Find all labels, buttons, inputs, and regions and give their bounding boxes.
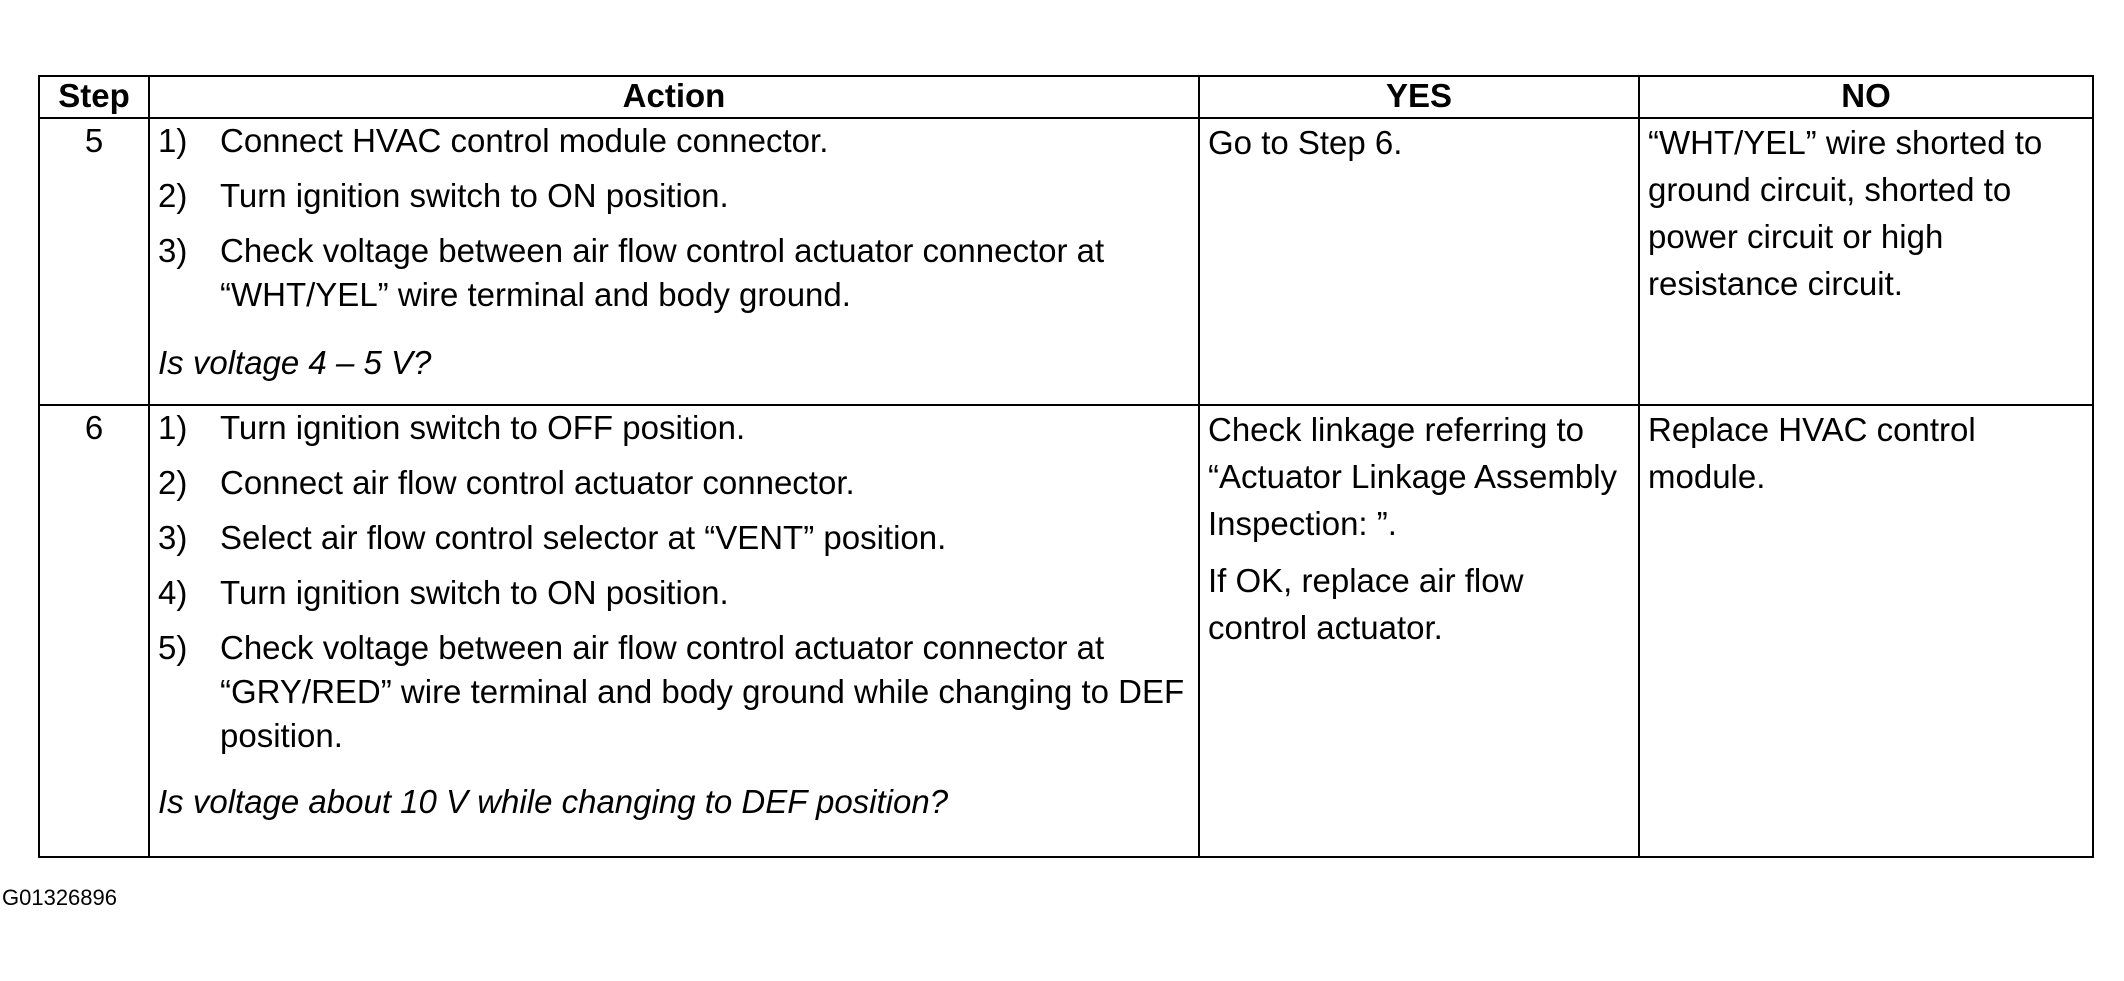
action-item xyxy=(158,626,1190,758)
action-item-text: Select air flow control selector at “VENT” position. xyxy=(220,519,947,556)
yes-text: Go to Step 6. xyxy=(1208,124,1403,161)
action-cell xyxy=(149,405,1199,857)
diagnostic-table xyxy=(38,75,2094,858)
action-item-text: Connect air flow control actuator connector. xyxy=(220,464,855,501)
action-item-text: Check voltage between air flow control actuator connector at “GRY/RED” wire terminal and body ground while changing to DEF position. xyxy=(220,629,1185,754)
action-item xyxy=(158,516,1190,560)
action-item-number: 3) xyxy=(158,232,188,269)
step-number: 6 xyxy=(39,405,149,857)
action-item xyxy=(158,229,1190,317)
action-item xyxy=(158,571,1190,615)
no-cell xyxy=(1639,118,2093,405)
action-item-text: Turn ignition switch to OFF position. xyxy=(220,409,746,446)
table-header-row xyxy=(39,76,2093,118)
action-item xyxy=(158,119,1190,163)
action-item-text: Check voltage between air flow control actuator connector at “WHT/YEL” wire terminal and body ground. xyxy=(220,232,1105,313)
action-item xyxy=(158,406,1190,450)
action-list xyxy=(158,406,1190,758)
action-question: Is voltage about 10 V while changing to DEF position? xyxy=(158,783,949,820)
action-item-number: 5) xyxy=(158,629,188,666)
header-no: NO xyxy=(1639,76,2093,118)
action-item-number: 3) xyxy=(158,519,188,556)
header-yes: YES xyxy=(1199,76,1639,118)
action-item xyxy=(158,174,1190,218)
action-cell xyxy=(149,118,1199,405)
yes-text: If OK, replace air flow control actuator. xyxy=(1208,562,1524,646)
no-cell xyxy=(1639,405,2093,857)
action-item-number: 4) xyxy=(158,574,188,611)
table-row xyxy=(39,118,2093,405)
action-question: Is voltage 4 – 5 V? xyxy=(158,344,432,381)
yes-text: Check linkage referring to “Actuator Linkage Assembly Inspection: ”. xyxy=(1208,411,1618,542)
yes-cell xyxy=(1199,118,1639,405)
header-step: Step xyxy=(39,76,149,118)
step-number: 5 xyxy=(39,118,149,405)
no-text: Replace HVAC control module. xyxy=(1648,411,1976,495)
action-item-text: Turn ignition switch to ON position. xyxy=(220,177,729,214)
action-item-number: 1) xyxy=(158,409,188,446)
action-item-number: 2) xyxy=(158,177,188,214)
action-item xyxy=(158,461,1190,505)
header-action: Action xyxy=(149,76,1199,118)
action-item-number: 1) xyxy=(158,122,188,159)
table-row xyxy=(39,405,2093,857)
no-text: “WHT/YEL” wire shorted to ground circuit, shorted to power circuit or high resistance circuit. xyxy=(1648,124,2043,302)
figure-id: G01326896 xyxy=(2,885,117,910)
yes-cell xyxy=(1199,405,1639,857)
action-item-text: Connect HVAC control module connector. xyxy=(220,122,829,159)
action-item-number: 2) xyxy=(158,464,188,501)
action-item-text: Turn ignition switch to ON position. xyxy=(220,574,729,611)
action-list xyxy=(158,119,1190,317)
